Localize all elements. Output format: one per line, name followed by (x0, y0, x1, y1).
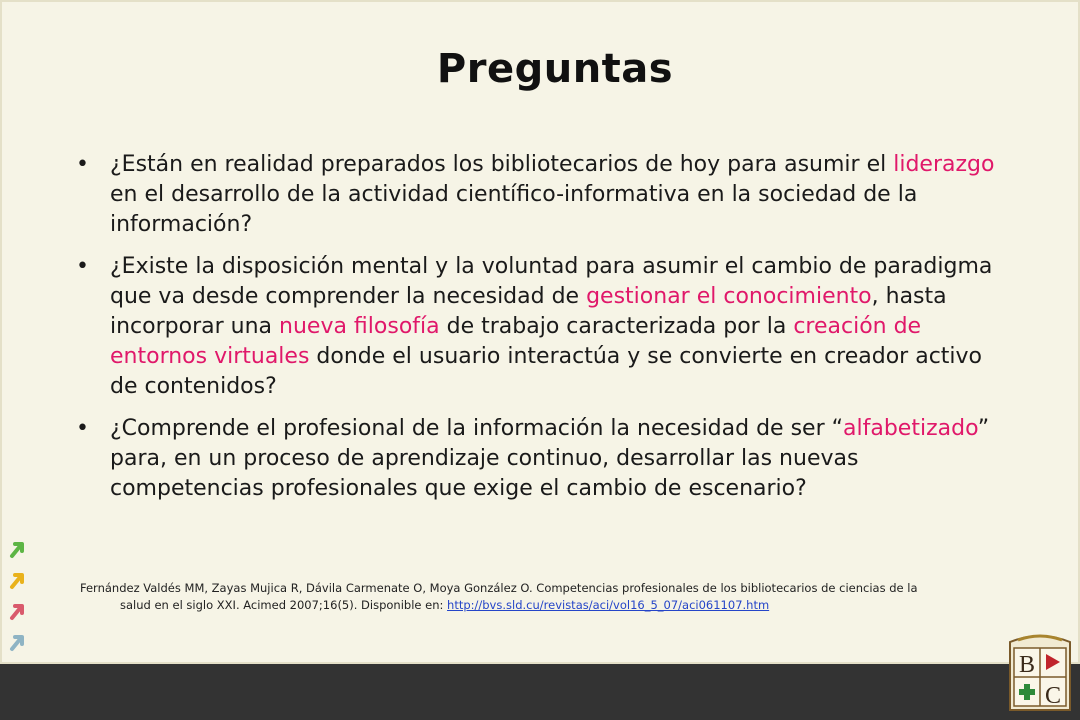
highlighted-term: alfabetizado (843, 416, 978, 441)
library-logo (1004, 632, 1076, 714)
highlighted-term: gestionar el conocimiento (586, 284, 872, 309)
question-item (76, 414, 1006, 504)
logo-letter-c: C (1044, 683, 1062, 709)
citation-link[interactable]: http://bvs.sld.cu/revistas/aci/vol16_5_07/aci061107.htm (447, 598, 770, 612)
blue-arrow-icon (8, 633, 26, 653)
question-text: donde el usuario interactúa y se convierte en creador activo de contenidos? (110, 344, 983, 399)
highlighted-term: nueva filosofía (279, 314, 440, 339)
highlighted-term: liderazgo (893, 152, 995, 177)
question-text: ¿Existe la disposición mental y la voluntad para asumir el cambio de paradigma que va desde comprender la necesidad de (110, 254, 993, 309)
citation-line-1: Fernández Valdés MM, Zayas Mujica R, Dávila Carmenate O, Moya González O. Competencias profesionales de los bibliotecarios de ciencias de la (80, 581, 918, 595)
footer-bar (0, 664, 1080, 720)
red-arrow-icon (8, 602, 26, 622)
green-arrow-icon (8, 540, 26, 560)
highlighted-term: creación de entornos virtuales (110, 314, 922, 369)
question-text: ¿Están en realidad preparados los bibliotecarios de hoy para asumir el (110, 152, 894, 177)
arrow-decoration (8, 540, 28, 664)
citation-text: salud en el siglo XXI. Acimed 2007;16(5). Disponible en: (120, 598, 448, 612)
logo-letter-b: B (1018, 652, 1036, 678)
citation (80, 580, 1000, 614)
question-text: , hasta incorporar una (110, 284, 947, 339)
question-text: ” para, en un proceso de aprendizaje continuo, desarrollar las nuevas competencias profesionales que exige el cambio de escenario? (110, 416, 990, 501)
citation-line-2 (80, 597, 1000, 614)
slide-title: Preguntas (436, 46, 674, 92)
question-item (76, 252, 1006, 402)
question-text: de trabajo caracterizada por la (439, 314, 794, 339)
question-list (76, 150, 1006, 516)
question-text: en el desarrollo de la actividad científico-informativa en la sociedad de la información? (110, 182, 918, 237)
yellow-arrow-icon (8, 571, 26, 591)
question-text: ¿Comprende el profesional de la información la necesidad de ser “ (110, 416, 844, 441)
question-item (76, 150, 1006, 240)
